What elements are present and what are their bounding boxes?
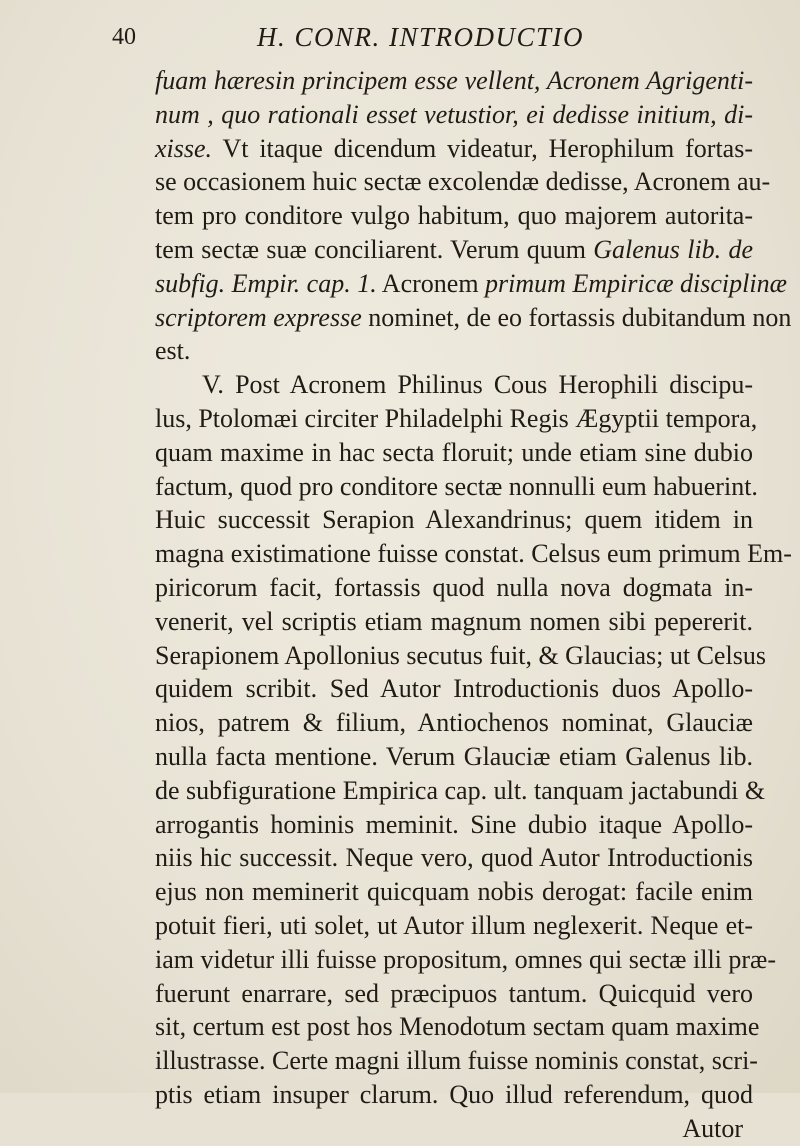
text-segment: Huic successit Serapion Alexandrinus; quem itidem in [155,505,753,535]
text-segment: V. Post Acronem Philinus Cous Herophili discipu- [202,370,753,400]
text-segment: quam maxime in hac secta floruit; unde etiam sine dubio [155,437,753,467]
text-segment: venerit, vel scriptis etiam magnum nomen sibi pepererit. [155,606,753,636]
text-segment: ptis etiam insuper clarum. Quo illud referendum, quod [155,1079,753,1109]
text-segment: nios, patrem & filium, Antiochenos nominat, Glauciæ [155,708,753,738]
text-line [155,808,753,842]
text-segment: Acronem [376,268,486,298]
running-title: H. CONR. INTRODUCTIO [257,22,585,52]
text-line [155,774,766,808]
text-segment: Galenus lib. de [593,234,753,264]
text-segment: subfig. Empir. cap. 1. [155,268,377,298]
text-line [155,1078,753,1112]
text-line [155,165,771,199]
text-line [155,571,753,605]
text-line [155,909,753,943]
page-number: 40 [112,24,136,50]
catchword: Autor [682,1113,743,1143]
text-segment: sit, certum est post hos Menodotum sectam quam maxime [155,1012,760,1042]
text-segment: potuit fieri, uti solet, ut Autor illum neglexerit. Neque et- [155,910,753,940]
text-segment: Serapionem Apollonius secutus fuit, & Glaucias; ut Celsus [155,640,766,670]
text-line [155,1010,760,1044]
text-segment: piricorum facit, fortassis quod nulla nova dogmata in- [155,572,753,602]
text-line [155,977,753,1011]
text-line [155,706,753,740]
text-line [155,537,792,571]
text-line [155,402,758,436]
text-line [155,301,792,335]
page-header [112,18,732,58]
text-segment: num , quo rationali esset vetustior, ei dedisse initium, di- [155,99,753,129]
text-line [155,740,753,774]
text-segment: magna existimatione fuisse constat. Celsus eum primum Em- [155,539,792,569]
text-segment: quidem scribit. Sed Autor Introductionis duos Apollo- [155,674,753,704]
text-line [155,875,753,909]
text-line [155,368,753,402]
text-segment: primum Empiricæ disciplinæ [485,268,787,298]
text-line [155,334,753,368]
text-segment: arrogantis hominis meminit. Sine dubio itaque Apollo- [155,809,753,839]
text-segment: fuerunt enarrare, sed præcipuos tantum. Quicquid vero [155,978,753,1008]
text-segment: tem sectæ suæ conciliarent. Verum quum [155,234,594,264]
text-line [155,841,753,875]
text-segment: se occasionem huic sectæ excolendæ dedisse, Acronem au- [155,167,771,197]
text-line [155,672,753,706]
text-segment: niis hic successit. Neque vero, quod Autor Introductionis [155,843,753,873]
text-line [155,943,777,977]
body-text [155,64,792,1146]
text-segment: est. [155,336,191,366]
text-line [155,503,753,537]
text-segment: Vt itaque dicendum videatur, Herophilum fortas- [212,133,753,163]
text-segment: nominet, de eo fortassis dubitandum non [361,302,792,332]
text-segment: ejus non meminerit quicquam nobis derogat: facile enim [155,877,753,907]
text-segment: iam videtur illi fuisse propositum, omnes qui sectæ illi præ- [155,944,777,974]
text-segment: illustrasse. Certe magni illum fuisse nominis constat, scri- [155,1046,758,1076]
text-line [155,1044,758,1078]
text-segment: xisse. [155,133,213,163]
text-line [155,64,753,98]
text-segment: factum, quod pro conditore sectæ nonnulli eum habuerint. [155,471,758,501]
text-segment: scriptorem expresse [155,302,362,332]
text-line [155,98,753,132]
text-line [155,605,753,639]
text-line [155,639,766,673]
text-line [155,436,753,470]
text-line [155,470,758,504]
text-segment: lus, Ptolomæi circiter Philadelphi Regis Ægyptii tempora, [155,403,758,433]
text-segment: nulla facta mentione. Verum Glauciæ etiam Galenus lib. [155,741,753,771]
text-line [155,267,787,301]
text-line [155,199,753,233]
text-line [155,233,753,267]
text-segment: de subfiguratione Empirica cap. ult. tanquam jactabundi & [155,775,766,805]
text-segment: fuam hæresin principem esse vellent, Acronem Agrigenti- [155,66,753,95]
text-segment: tem pro conditore vulgo habitum, quo majorem autorita- [155,201,753,231]
text-line [155,132,753,166]
